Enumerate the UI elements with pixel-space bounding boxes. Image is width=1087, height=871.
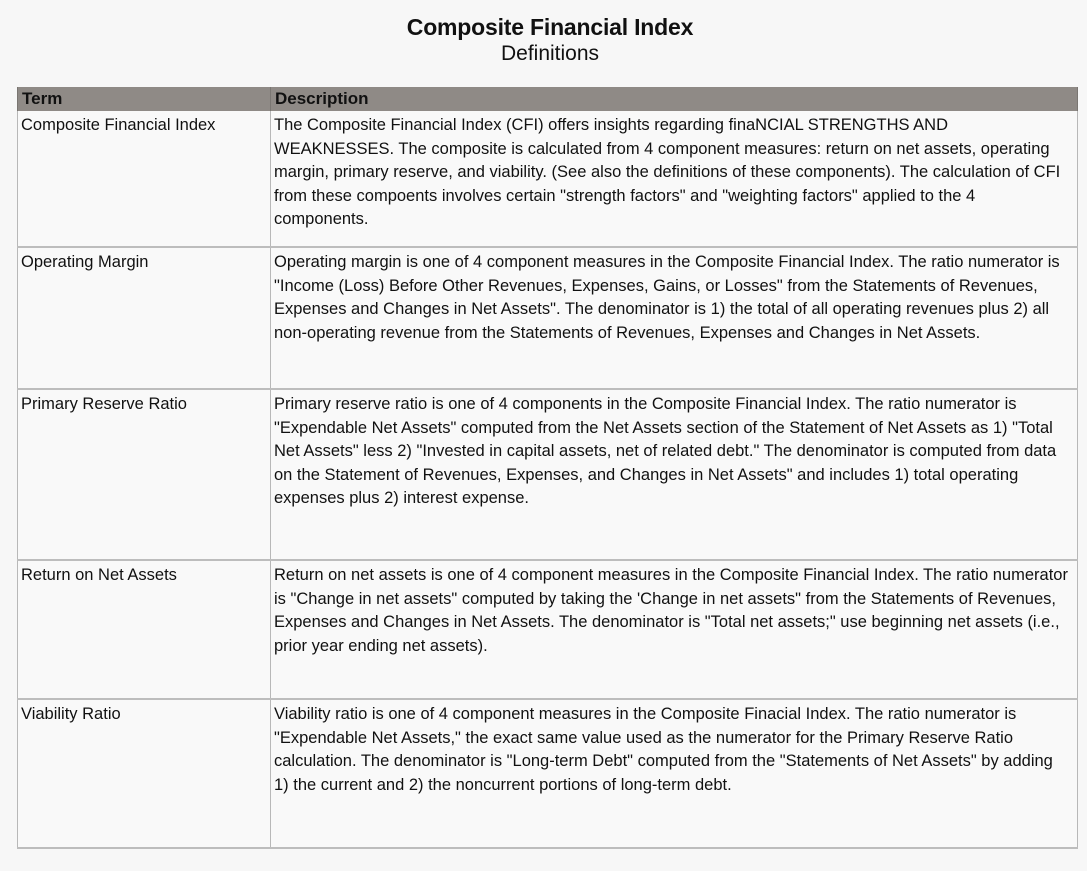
- title-block: [0, 13, 1087, 67]
- definitions-table: [17, 87, 1078, 849]
- term-cell: Viability Ratio: [18, 699, 271, 848]
- document-title: Composite Financial Index: [406, 14, 694, 40]
- table-row: [18, 699, 1078, 848]
- term-cell: Operating Margin: [18, 247, 271, 389]
- table-row: [18, 389, 1078, 560]
- column-header-term: Term: [18, 87, 271, 111]
- table-header-row: [18, 87, 1078, 111]
- description-cell: Primary reserve ratio is one of 4 components in the Composite Financial Index. The ratio numerator is "Expendable Net Assets" computed from the Net Assets section of the Statement of Net Assets as 1) "Total Net Assets" less 2) "Invested in capital assets, net of related debt." The denominator is computed from data on the Statement of Revenues, Expenses, and Changes in Net Assets" and includes 1) total operating expenses plus 2) interest expense.: [271, 389, 1078, 560]
- term-cell: Primary Reserve Ratio: [18, 389, 271, 560]
- table-row: [18, 111, 1078, 247]
- term-cell: Return on Net Assets: [18, 560, 271, 699]
- description-cell: Operating margin is one of 4 component measures in the Composite Financial Index. The ratio numerator is "Income (Loss) Before Other Revenues, Expenses, Gains, or Losses" from the Statements of Revenues, Expenses and Changes in Net Assets". The denominator is 1) the total of all operating revenues plus 2) all non-operating revenue from the Statements of Revenues, Expenses and Changes in Net Assets.: [271, 247, 1078, 389]
- description-cell: The Composite Financial Index (CFI) offers insights regarding finaNCIAL STRENGTHS AND WEAKNESSES. The composite is calculated from 4 component measures: return on net assets, operating margin, primary reserve, and viability. (See also the definitions of these components). The calculation of CFI from these compoents involves certain "strength factors" and "weighting factors" applied to the 4 components.: [271, 111, 1078, 247]
- term-cell: Composite Financial Index: [18, 111, 271, 247]
- table-row: [18, 247, 1078, 389]
- document-subtitle: Definitions: [500, 42, 600, 65]
- table-row: [18, 560, 1078, 699]
- column-header-description: Description: [271, 87, 1078, 111]
- description-cell: Viability ratio is one of 4 component measures in the Composite Finacial Index. The ratio numerator is "Expendable Net Assets," the exact same value used as the numerator for the Primary Reserve Ratio calculation. The denominator is "Long-term Debt" computed from the "Statements of Net Assets" by adding 1) the current and 2) the noncurrent portions of long-term debt.: [271, 699, 1078, 848]
- description-cell: Return on net assets is one of 4 component measures in the Composite Financial Index. The ratio numerator is "Change in net assets" computed by taking the 'Change in net assets" from the Statements of Revenues, Expenses and Changes in Net Assets. The denominator is "Total net assets;" use beginning net assets (i.e., prior year ending net assets).: [271, 560, 1078, 699]
